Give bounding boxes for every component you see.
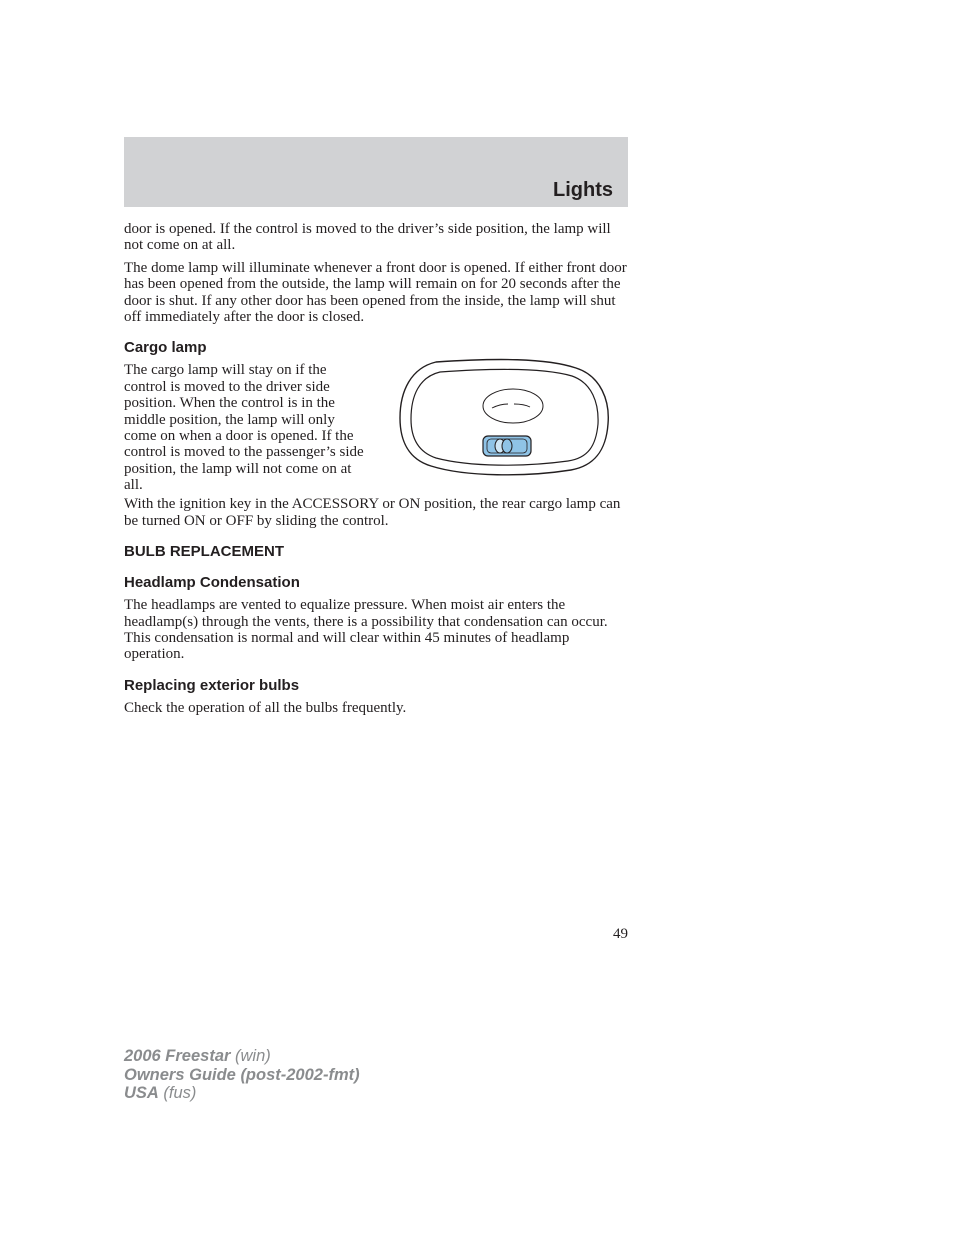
footer-line-model	[124, 1047, 360, 1066]
footer-line-guide	[124, 1066, 360, 1085]
heading-replacing-exterior-bulbs: Replacing exterior bulbs	[124, 676, 300, 694]
cargo-lamp-block	[124, 362, 630, 494]
heading-cargo-lamp: Cargo lamp	[124, 339, 207, 357]
footer-model-code: (win)	[230, 1047, 271, 1065]
footer-line-market	[124, 1084, 360, 1103]
lamp-housing-outer	[400, 360, 608, 475]
page-number: 49	[613, 926, 628, 942]
paragraph-cargo-ignition: With the ignition key in the ACCESSORY or ON position, the rear cargo lamp can be turned ON or OFF by sliding the control.	[124, 496, 621, 529]
paragraph-dome-lamp: The dome lamp will illuminate whenever a front door is opened. If either front door has been opened from the outside, the lamp will remain on for 20 seconds after the door is shut. If any other door has been opened from the inside, the lamp will shut off immediately after the door is closed.	[124, 259, 627, 326]
paragraph-continued: door is opened. If the control is moved to the driver’s side position, the lamp will not come on at all.	[124, 221, 611, 254]
document-footer	[124, 1047, 360, 1103]
footer-market-code: (fus)	[158, 1084, 197, 1102]
cargo-lamp-illustration	[396, 356, 616, 480]
footer-market: USA	[124, 1084, 159, 1102]
cargo-lamp-switch-icon	[483, 436, 531, 456]
paragraph-exterior-bulbs: Check the operation of all the bulbs frequently.	[124, 699, 407, 716]
heading-bulb-replacement: BULB REPLACEMENT	[124, 543, 284, 561]
page-content	[124, 221, 630, 722]
heading-headlamp-condensation: Headlamp Condensation	[124, 574, 300, 592]
dome-lens	[483, 389, 543, 423]
paragraph-condensation: The headlamps are vented to equalize pressure. When moist air enters the headlamp(s) through the vents, there is a possibility that condensation can occur. This condensation is normal and will clear within 45 minutes of headlamp operation.	[124, 597, 608, 663]
section-header-band	[124, 137, 628, 207]
footer-model-year: 2006 Freestar	[124, 1047, 231, 1065]
footer-guide-name: Owners Guide (post-2002-fmt)	[124, 1065, 360, 1084]
section-title: Lights	[553, 179, 613, 201]
paragraph-cargo-lamp: The cargo lamp will stay on if the control is moved to the driver side position. When the control is in the middle position, the lamp will only come on when a door is opened. If the control is moved to the passenger’s side position, the lamp will not come on at all.	[124, 362, 364, 494]
